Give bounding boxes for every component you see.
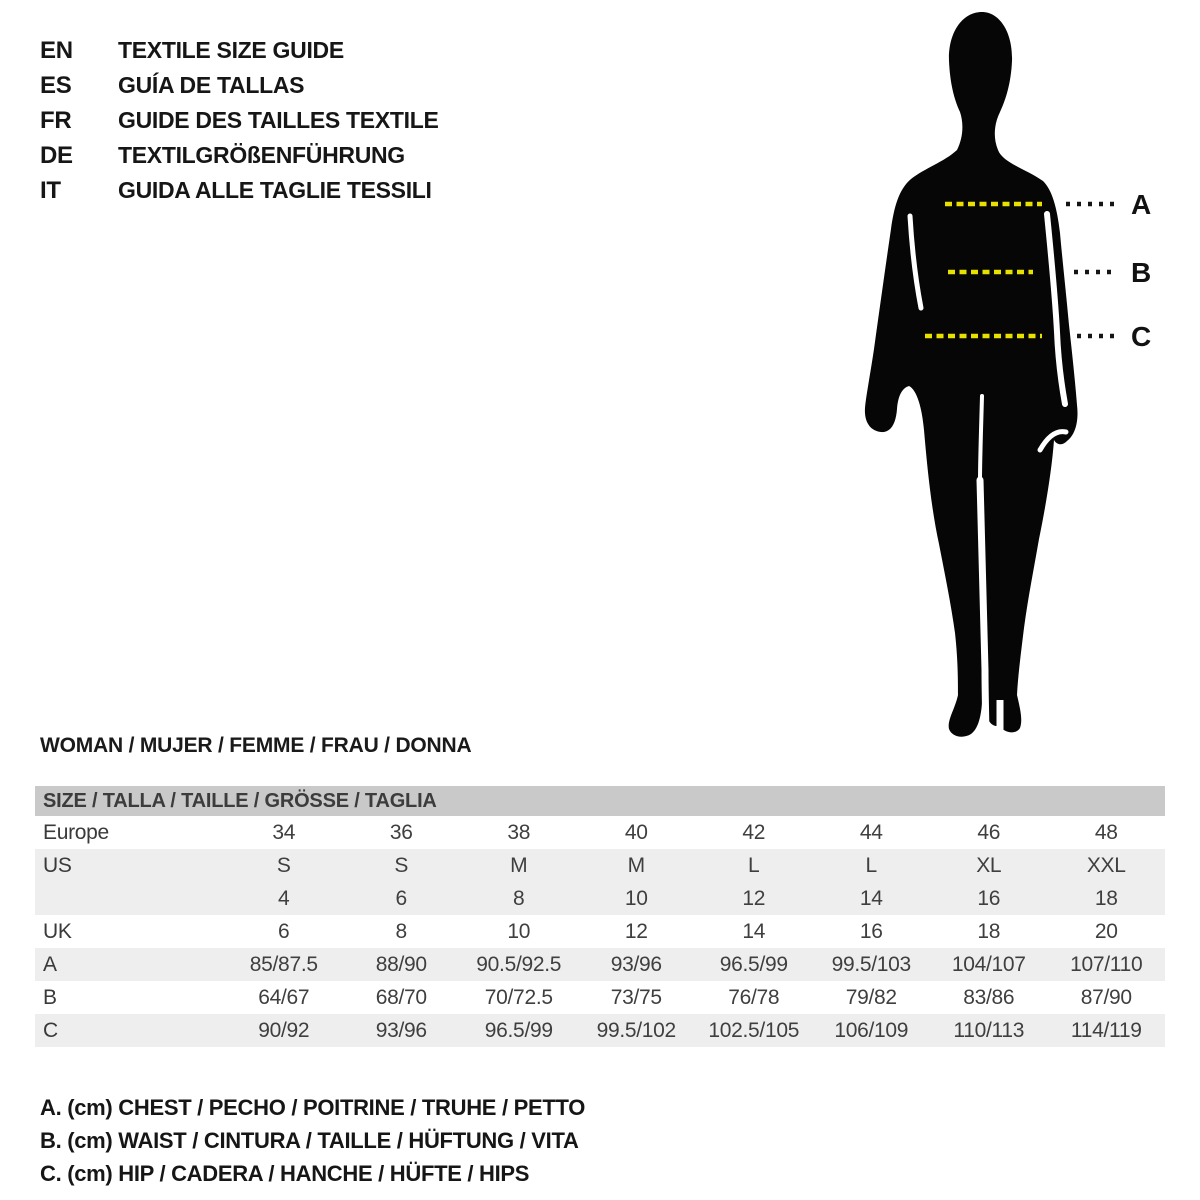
- size-cell: 12: [695, 882, 813, 915]
- table-row-chest: [35, 948, 1165, 981]
- table-row-uk: [35, 915, 1165, 948]
- size-cell: 16: [930, 882, 1048, 915]
- language-title: GUIDE DES TAILLES TEXTILE: [118, 107, 439, 133]
- size-cell: 6: [343, 882, 461, 915]
- size-cell: 40: [624, 820, 648, 844]
- size-cell: 79/82: [845, 985, 897, 1009]
- language-row: [40, 138, 439, 173]
- size-cell: 93/96: [578, 948, 696, 981]
- size-cell: 87/90: [1080, 985, 1132, 1009]
- size-cell: 90/92: [225, 1014, 343, 1047]
- size-cell: M: [460, 849, 578, 882]
- section-title: WOMAN / MUJER / FEMME / FRAU / DONNA: [40, 734, 472, 757]
- table-row-europe: [35, 816, 1165, 849]
- size-cell: XXL: [1048, 849, 1166, 882]
- table-row-us-numbers: [35, 882, 1165, 915]
- size-cell: 88/90: [343, 948, 461, 981]
- size-cell: 90.5/92.5: [460, 948, 578, 981]
- table-header: SIZE / TALLA / TAILLE / GRÖSSE / TAGLIA: [35, 786, 1165, 816]
- size-cell: 70/72.5: [484, 985, 553, 1009]
- size-cell: 14: [742, 919, 766, 943]
- language-code: FR: [40, 106, 72, 134]
- table-row-waist: [35, 981, 1165, 1014]
- size-cell: 38: [507, 820, 531, 844]
- language-row: [40, 103, 439, 138]
- left-hand-gap: [900, 428, 920, 447]
- size-cell: S: [225, 849, 343, 882]
- size-cell: XL: [930, 849, 1048, 882]
- measurement-legend: [40, 1091, 585, 1190]
- table-row-us-letters: [35, 849, 1165, 882]
- language-row: [40, 33, 439, 68]
- row-label: Europe: [43, 820, 109, 844]
- row-label: C: [35, 1014, 225, 1047]
- size-cell: 46: [977, 820, 1001, 844]
- size-cell: 93/96: [343, 1014, 461, 1047]
- size-cell: 96.5/99: [695, 948, 813, 981]
- size-cell: 42: [742, 820, 766, 844]
- size-cell: 76/78: [728, 985, 780, 1009]
- woman-silhouette: [865, 12, 1078, 737]
- size-cell: M: [578, 849, 696, 882]
- size-table: [35, 786, 1165, 1047]
- size-cell: 6: [278, 919, 290, 943]
- size-cell: 34: [272, 820, 296, 844]
- language-title: GUÍA DE TALLAS: [118, 72, 305, 98]
- legend-line-chest: A. (cm) CHEST / PECHO / POITRINE / TRUHE / PETTO: [40, 1095, 586, 1120]
- size-cell: 16: [859, 919, 883, 943]
- size-cell: 68/70: [375, 985, 427, 1009]
- language-code: DE: [40, 141, 73, 169]
- row-label: A: [35, 948, 225, 981]
- row-label: UK: [43, 919, 72, 943]
- size-cell: 99.5/103: [813, 948, 931, 981]
- leg-gap-upper: [980, 396, 982, 480]
- row-label: US: [35, 849, 225, 882]
- language-title: GUIDA ALLE TAGLIE TESSILI: [118, 177, 432, 203]
- legend-line-waist: B. (cm) WAIST / CINTURA / TAILLE / HÜFTUNG / VITA: [40, 1128, 579, 1153]
- size-cell: 114/119: [1048, 1014, 1166, 1047]
- language-code: EN: [40, 36, 73, 64]
- size-cell: 64/67: [258, 985, 310, 1009]
- language-row: [40, 173, 439, 208]
- woman-silhouette-figure: [850, 0, 1200, 760]
- marker-label-c: C: [1131, 321, 1152, 352]
- size-cell: 18: [1048, 882, 1166, 915]
- size-cell: 8: [460, 882, 578, 915]
- size-cell: 96.5/99: [460, 1014, 578, 1047]
- size-cell: 48: [1094, 820, 1118, 844]
- language-title: TEXTILE SIZE GUIDE: [118, 37, 344, 63]
- size-cell: 14: [813, 882, 931, 915]
- size-cell: L: [813, 849, 931, 882]
- size-cell: S: [343, 849, 461, 882]
- size-cell: 20: [1094, 919, 1118, 943]
- size-cell: 83/86: [963, 985, 1015, 1009]
- language-title-block: [40, 33, 439, 208]
- marker-label-b: B: [1131, 257, 1152, 288]
- size-cell: 106/109: [813, 1014, 931, 1047]
- row-label: B: [43, 985, 57, 1009]
- size-cell: L: [695, 849, 813, 882]
- legend-line-hip: C. (cm) HIP / CADERA / HANCHE / HÜFTE / HIPS: [40, 1161, 530, 1186]
- size-cell: 85/87.5: [225, 948, 343, 981]
- size-cell: 12: [624, 919, 648, 943]
- size-cell: 8: [395, 919, 407, 943]
- size-cell: 102.5/105: [695, 1014, 813, 1047]
- size-cell: 36: [389, 820, 413, 844]
- size-cell: 44: [859, 820, 883, 844]
- size-cell: 110/113: [930, 1014, 1048, 1047]
- row-label: [35, 882, 225, 915]
- table-row-hip: [35, 1014, 1165, 1047]
- size-cell: 99.5/102: [578, 1014, 696, 1047]
- size-cell: 18: [977, 919, 1001, 943]
- table-header-row: [35, 786, 1165, 816]
- size-cell: 10: [507, 919, 531, 943]
- size-cell: 73/75: [610, 985, 662, 1009]
- marker-label-a: A: [1131, 189, 1152, 220]
- language-code: ES: [40, 71, 72, 99]
- size-cell: 107/110: [1048, 948, 1166, 981]
- size-cell: 10: [578, 882, 696, 915]
- size-cell: 104/107: [930, 948, 1048, 981]
- size-cell: 4: [225, 882, 343, 915]
- language-row: [40, 68, 439, 103]
- language-code: IT: [40, 176, 61, 204]
- language-title: TEXTILGRÖßENFÜHRUNG: [118, 142, 405, 168]
